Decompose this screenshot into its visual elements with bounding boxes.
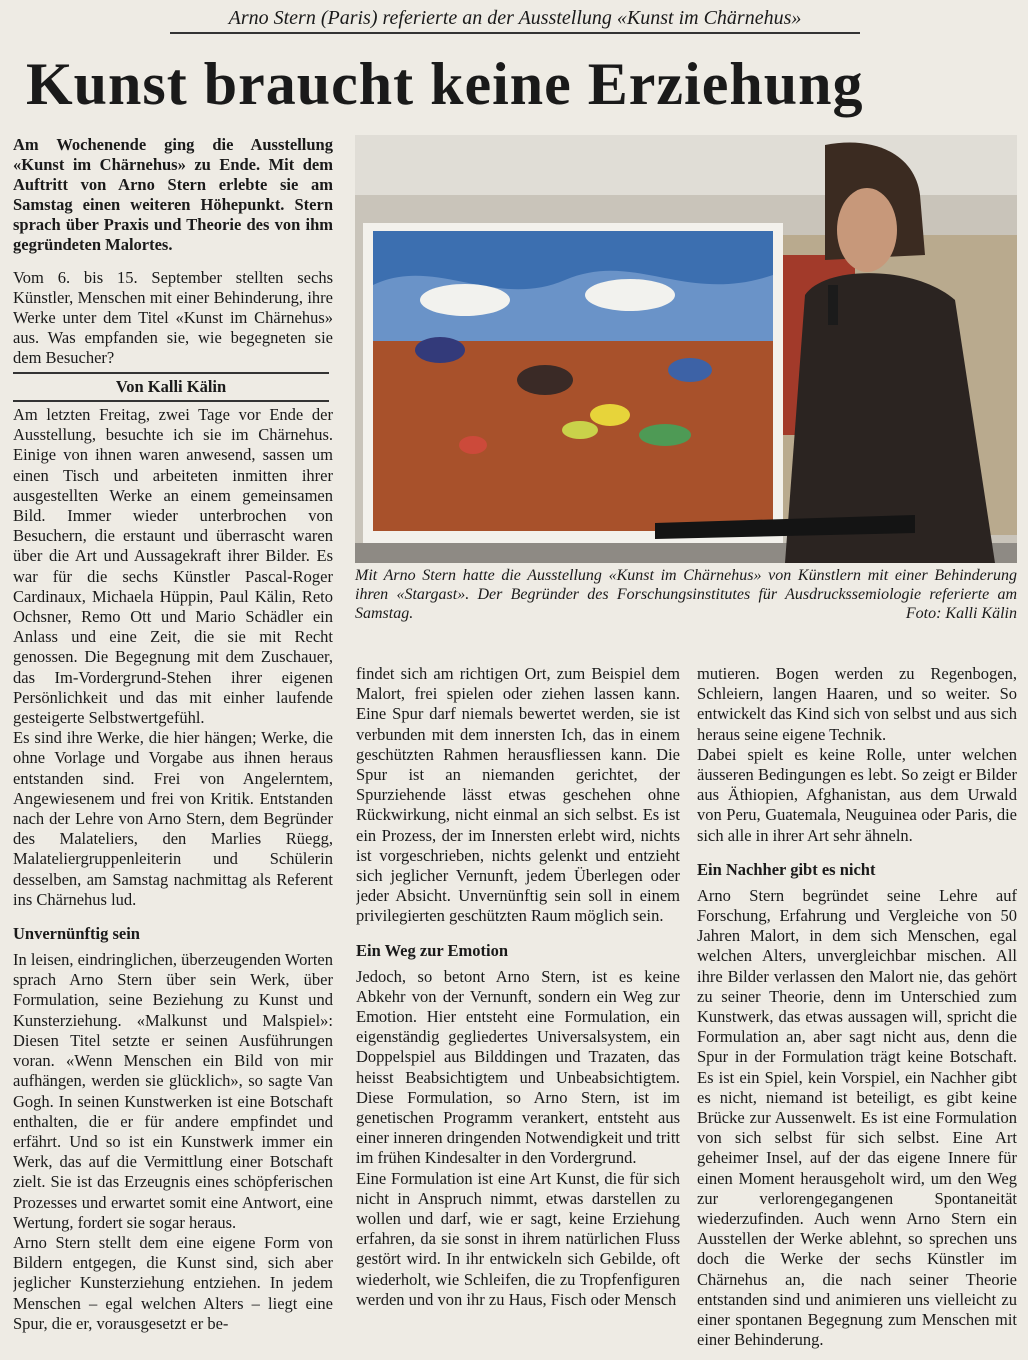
caption-text: Mit Arno Stern hatte die Ausstellung «Kunst im Chärnehus» von Künstlern mit einer Behinderung ihren «Stargast». Der Begründer des Forschungsinstitutes für Ausdruckssemiologie referierte am Samstag. (355, 567, 1017, 622)
subheading-unvernuenftig: Unvernünftig sein (13, 924, 140, 944)
column-2 (356, 664, 680, 1356)
col3-paragraph-1: mutieren. Bogen werden zu Regenbogen, Schleiern, langen Haaren, und so weiter. So entwickelt das Kind sich von selbst und aus sich heraus seine eigene Technik. (697, 664, 1017, 744)
col1-paragraph-4: Arno Stern stellt dem eine eigene Form von Bildern entgegen, die Kunst sind, sich aber jeglicher Kunsterziehung entziehen. In jedem Menschen – egal welchen Alters – liegt eine Spur, die er, vorausgesetzt er be- (13, 1232, 333, 1333)
photo-arno-stern-with-painting (355, 135, 1017, 563)
article-kicker: Arno Stern (Paris) referierte an der Ausstellung «Kunst im Chärnehus» (170, 6, 860, 34)
col1-paragraph-2: Es sind ihre Werke, die hier hängen; Werke, die ohne Vorlage und Vorgabe aus ihnen heraus entstanden sind. Frei von Angelerntem, Angewiesenem und frei von Kritik. Entstanden nach der Lehre von Arno Stern, dem Begründer des Malateliers, den Marlies Rüegg, Malateliergruppenleiterin und Schülerin desselben, am Samstag nachmittag als Referent ins Chärnehus lud. (13, 728, 333, 909)
column-3 (697, 664, 1017, 1356)
article-photo (355, 135, 1017, 563)
col2-paragraph-2: Jedoch, so betont Arno Stern, ist es keine Abkehr von der Vernunft, sondern ein Weg zur Emotion. Hier entsteht eine Formulation, ein eigenständig gegliedertes Universalsystem, ein Doppelspiel aus Bilddingen und Trazaten, das heisst Beabsichtigtem und Unbeabsichtigtem. Diese Formulation, so Arno Stern, ist im genetischen Programm verankert, entsteht aus einer inneren dringenden Notwendigkeit und tritt im frühen Kindesalter in den Vordergrund. (356, 966, 680, 1168)
subheading-weg-zur-emotion: Ein Weg zur Emotion (356, 940, 509, 960)
subheading-nachher: Ein Nachher gibt es nicht (697, 859, 876, 879)
photo-caption (355, 566, 1017, 623)
article-headline: Kunst braucht keine Erziehung (26, 51, 864, 117)
article-byline: Von Kalli Kälin (13, 372, 329, 402)
article-lead: Am Wochenende ging die Ausstellung «Kunst im Chärnehus» zu Ende. Mit dem Auftritt von Arno Stern erlebte sie am Samstag einen weiteren Höhepunkt. Stern sprach über Praxis und Theorie des von ihm gegründeten Malortes. (13, 135, 333, 254)
col2-paragraph-1: findet sich am richtigen Ort, zum Beispiel dem Malort, frei spielen oder ziehen lassen kann. Eine Spur darf niemals bewertet werden, sie ist verbunden mit dem innersten Ich, das in einem geschützten Rahmen herausfliessen kann. Die Spur ist an niemanden gerichtet, der Spurziehende lässt etwas geschehen ohne Rückwirkung, nicht einmal an sich selbst. Es ist ein Prozess, der im Innersten erlebt wird, nichts ist vorgeschrieben, nichts gelenkt und entzieht sich jeglicher Vernunft, jedem Überlegen oder jeder Absicht. Unvernünftig sein soll in einem privilegierten geschützten Raum möglich sein. (356, 664, 680, 926)
col1-paragraph-3: In leisen, eindringlichen, überzeugenden Worten sprach Arno Stern über sein Werk, über Formulation, seine Beziehung zu Kunst und Kunsterziehung. «Malkunst und Malspiel»: Diesen Titel setzte er seinen Ausführungen voran. «Wenn Menschen ein Bild von mir aufhängen, werden sie glücklich», so sagte Van Gogh. In seinen Kunstwerken ist eine Botschaft enthalten, die er für andere empfindet und erfährt. Und so ist ein Kunstwerk immer ein Werk, das auf die Vermittlung einer Botschaft zielt. Sie ist das Erzeugnis eines schöpferischen Prozesses und erwartet somit eine Antwort, eine Wertung, fordert sie sogar heraus. (13, 950, 333, 1232)
col2-paragraph-3: Eine Formulation ist eine Art Kunst, die für sich nicht in Anspruch nimmt, etwas darstellen zu wollen und darf, wie er sagt, keine Erziehung erfahren, da sie sonst in ihrem natürlichen Fluss gestört wird. In ihr entwickeln sich Gebilde, oft wiederholt, wie Schleifen, die zu Tropfenfiguren werden und von ihr zu Haus, Fisch oder Mensch (356, 1168, 680, 1309)
col1-paragraph-1: Am letzten Freitag, zwei Tage vor Ende der Ausstellung, besuchte ich sie im Chärnehus. Einige von ihnen waren anwesend, sassen um einen Tisch und arbeiteten inmitten ihrer ausgestellten Werke an einem gemeinsamen Bild. Immer wieder unterbrochen von Besuchern, die erstaunt und überrascht waren über die Art und Aussagekraft ihrer Bilder. Es war für die sechs Künstler Pascal-Roger Cardinaux, Michaela Hüppin, Paul Kälin, Reto Ochsner, Remo Ott und Mario Schädler ein Anlass und eine Zeit, die sie mit Recht genossen. Die Begegnung mit dem Zuschauer, das Im-Vordergrund-Stehen ihrer eigenen Persönlichkeit und das mit einher laufende gesteigerte Selbstwertgefühl. (13, 405, 333, 728)
col3-paragraph-2: Dabei spielt es keine Rolle, unter welchen äusseren Bedingungen es lebt. So zeigt er Bilder aus Äthiopien, Afghanistan, aus dem Urwald von Peru, Guatemala, Neuguinea oder Paris, die sich alle in ihrer Art sehr ähneln. (697, 744, 1017, 845)
article-intro: Vom 6. bis 15. September stellten sechs Künstler, Menschen mit einer Behinderung, ihre Werke unter dem Titel «Kunst im Chärnehus» aus. Was empfanden sie, wie begegneten sie dem Besucher? (13, 268, 333, 367)
col3-paragraph-3: Arno Stern begründet seine Lehre auf Forschung, Erfahrung und Vergleiche von 50 Jahren Malort, in dem sich Menschen, egal welchen Alters, unvergleichbar mischen. All ihre Bilder verlassen den Malort nie, das gehört zu seiner Theorie, denn im Unterschied zum Kunstwerk, das etwas aussagen will, spricht die Formulation an, aber sagt nicht aus, denn die Spur in der Formulation trägt keine Botschaft. Es ist ein Spiel, kein Vorspiel, ein Nachher gibt es nicht, niemand ist beteiligt, es gibt keine Brücke zur Aussenwelt. Es ist eine Formulation von sich selbst für sich selbst. Eine Art geheimer Insel, auf der das eigene Innere für einen Moment herausgeholt wird, um den Weg zur verlorengegangenen Spontaneität wiederzufinden. Auch wenn Arno Stern ein Ausstellen der Werke ablehnt, so sprechen uns doch die Werke der sechs Künstler im Chärnehus an, die nach seiner Theorie entstanden sind und animieren uns vielleicht zu einer spontanen Begegnung zum Menschen mit einer Behinderung. (697, 885, 1017, 1350)
column-1 (13, 405, 333, 1355)
photo-credit: Foto: Kalli Kälin (905, 605, 1017, 622)
